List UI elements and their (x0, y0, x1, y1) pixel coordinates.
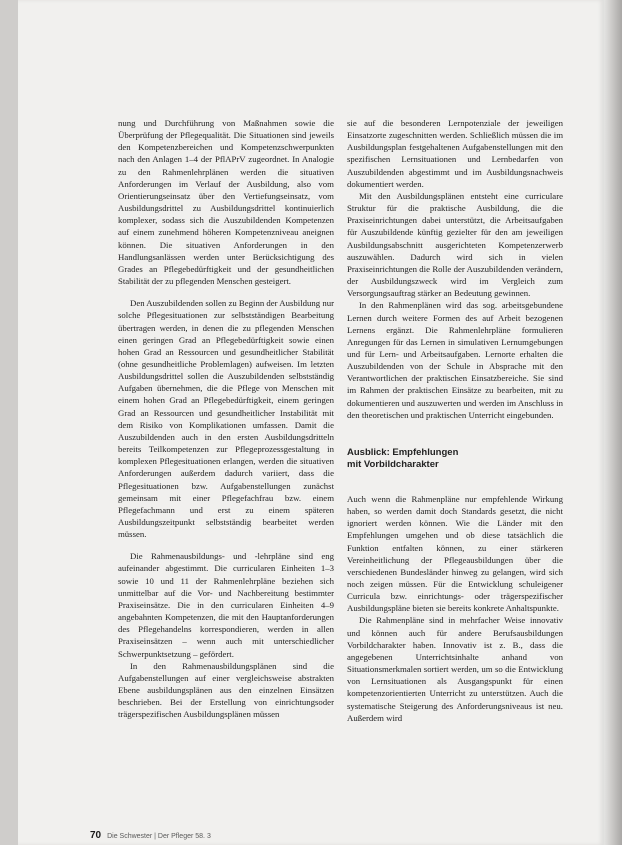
paragraph: Mit den Ausbildungsplänen entsteht eine curriculare Struktur für die praktische Ausbildung, die die Praxiseinrichtungen dabei unterstützt, die Arbeitsaufgaben für Auszubildende künftig gezielter für den am jeweiligen Ausbildungsabschnitt ausgerichteten Kompetenzerwerb auszuwählen. Dadurch wird sich in vielen Praxiseinrichtungen die Rolle der Auszubildenden verändern, der Ausbildungszweck wird im Vergleich zum Versorgungsauftrag stärker an Bedeutung gewinnen. (347, 190, 563, 299)
page-number: 70 (90, 830, 102, 841)
document-page (18, 0, 604, 845)
paragraph: nung und Durchführung von Maßnahmen sowie die Überprüfung der Pflegequalität. Die Situationen sind jeweils den Kompetenzbereichen und Kompetenzschwerpunkten nach den Anlagen 1–4 der PflAPrV zugeordnet. In Analogie zu den Rahmenlehrplänen werden die situativen Anforderungen im Verlauf der Ausbildung, also vom Orientierungseinsatz über den Vertiefungseinsatz, vom Ausbildungsdrittel zu Ausbildungsdrittel kontinuierlich komplexer, sodass sich die Auszubildenden Kompetenzen auf einem zunehmend höheren Kompetenzniveau aneignen können. Die situativen Anforderungen in den Handlungsanlässen werden unter Berücksichtigung des Grades an Pflegebedürftigkeit und der gesundheitlichen Stabilität der zu pflegenden Menschen gesteigert. (118, 118, 334, 287)
left-text-column (118, 117, 334, 721)
section-heading (347, 447, 563, 472)
journal-reference: Die Schwester | Der Pfleger 58. 3 (107, 833, 211, 840)
paragraph: Den Auszubildenden sollen zu Beginn der Ausbildung nur solche Pflegesituationen zur selbstständigen Bearbeitung übertragen werden, in denen die zu pflegenden Menschen einen geringen Grad an Pflegebedürftigkeit sowie einen hohen Grad an Ressourcen und gesundheitlicher Stabilität (ohne gesundheitliche Problemlagen) aufweisen. Im letzten Ausbildungsdrittel sollen die Auszubildenden selbstständig Aufgaben übernehmen, die die Pflege von Menschen mit einem hohen Grad an Pflegebedürftigkeit, einem geringen Grad an Ressourcen und gesundheitlicher Instabilität mit dem Risiko von Komplikationen umfassen. Damit die Auszubildenden auch in den ersten Ausbildungsdritteln bereits Teilkompetenzen zur Pflegeprozessgestaltung in komplexen Pflegesituationen erlangen, werden die situativen Anforderungen außerdem dadurch variiert, dass die Pflegesituationen bzw. Aufgabenstellungen zunächst gemeinsam mit einer Pflegefachfrau bzw. einem Pflegefachmann und erst zu einem späteren Ausbildungszeitpunkt selbstständig bearbeitet werden müssen. (118, 298, 334, 540)
paragraph: In den Rahmenausbildungsplänen sind die Aufgabenstellungen auf einer vergleichsweise abstrakten Ebene ausbildungsplänen aus den einzelnen Einsätzen beschrieben. Bei der Erstellung von einrichtungsoder trägerspezifischen Ausbildungsplänen müssen (118, 660, 334, 720)
section-heading-line: Ausblick: Empfehlungen (347, 446, 459, 458)
paragraph: Die Rahmenausbildungs- und -lehrpläne sind eng aufeinander abgestimmt. Die curricularen Einheiten 1–3 sowie 10 und 11 der Rahmenlehrpläne beziehen sich unmittelbar auf die Vor- und Nachbereitung bestimmter Praxiseinsätze. Die in den curricularen Einheiten 4–9 angebahnten Kompetenzen, die mit den Hauptanforderungen des Pflegehandelns korrespondieren, werden in allen Praxiseinsätzen – wenn auch mit unterschiedlicher Schwerpunktsetzung – gefördert. (118, 551, 334, 659)
section-heading-line: mit Vorbildcharakter (347, 459, 439, 471)
right-text-column (347, 117, 563, 724)
page-footer (90, 830, 211, 841)
paragraph: In den Rahmenplänen wird das sog. arbeitsgebundene Lernen durch weitere Formen des auf Arbeit bezogenen Lernens ergänzt. Die Rahmenlehrpläne formulieren Anregungen für das Lernen in simulativen Lernumgebungen und für Lern- und Arbeitsaufgaben. Lernorte erhalten die Auszubildenden von der Schule in Absprache mit den Verantwortlichen der praktischen Einsatzbereiche. Sie sind im Rahmen der praktischen Einsätze zu bearbeiten, mit zu dokumentieren und auszuwerten und werden im Anschluss in den theoretischen und praktischen Unterricht eingebunden. (347, 300, 563, 420)
paragraph: Auch wenn die Rahmenpläne nur empfehlende Wirkung haben, so werden damit doch Standards gesetzt, die nicht ignoriert werden können. Wie die Länder mit den Empfehlungen umgehen und ob diese tatsächlich die Funktion entfalten können, zu einer stärkeren Vereinheitlichung der Pflegeausbildungen über die verschiedenen Bundesländer hinweg zu gelangen, wird sich noch zeigen müssen. Für die Entwicklung schuleigener Curricula bzw. einrichtungs- oder trägerspezifischer Ausbildungspläne bieten sie bereits konkrete Anhaltspunkte. (347, 493, 563, 614)
paragraph: sie auf die besonderen Lernpotenziale der jeweiligen Einsatzorte zugeschnitten werden. Schließlich müssen die im Ausbildungsplan festgehaltenen Aufgabenstellungen mit den spezifischen Lernsituationen und Lernbedarfen von Auszubildenden abgestimmt und im Ausbildungsnachweis dokumentiert werden. (347, 118, 563, 189)
paragraph: Die Rahmenpläne sind in mehrfacher Weise innovativ und können auch für andere Berufsausbildungen Vorbildcharakter haben. Innovativ ist z. B., dass die angegebenen Unterrichtsinhalte anhand von Situationsmerkmalen sortiert werden, um so die Entwicklung von Lernsituationen als Ausgangspunkt für einen kompetenzorientierten Unterricht zu unterstützen. Auch die systematische Steigerung des Anforderungsniveaus ist neu. Außerdem wird (347, 615, 563, 723)
